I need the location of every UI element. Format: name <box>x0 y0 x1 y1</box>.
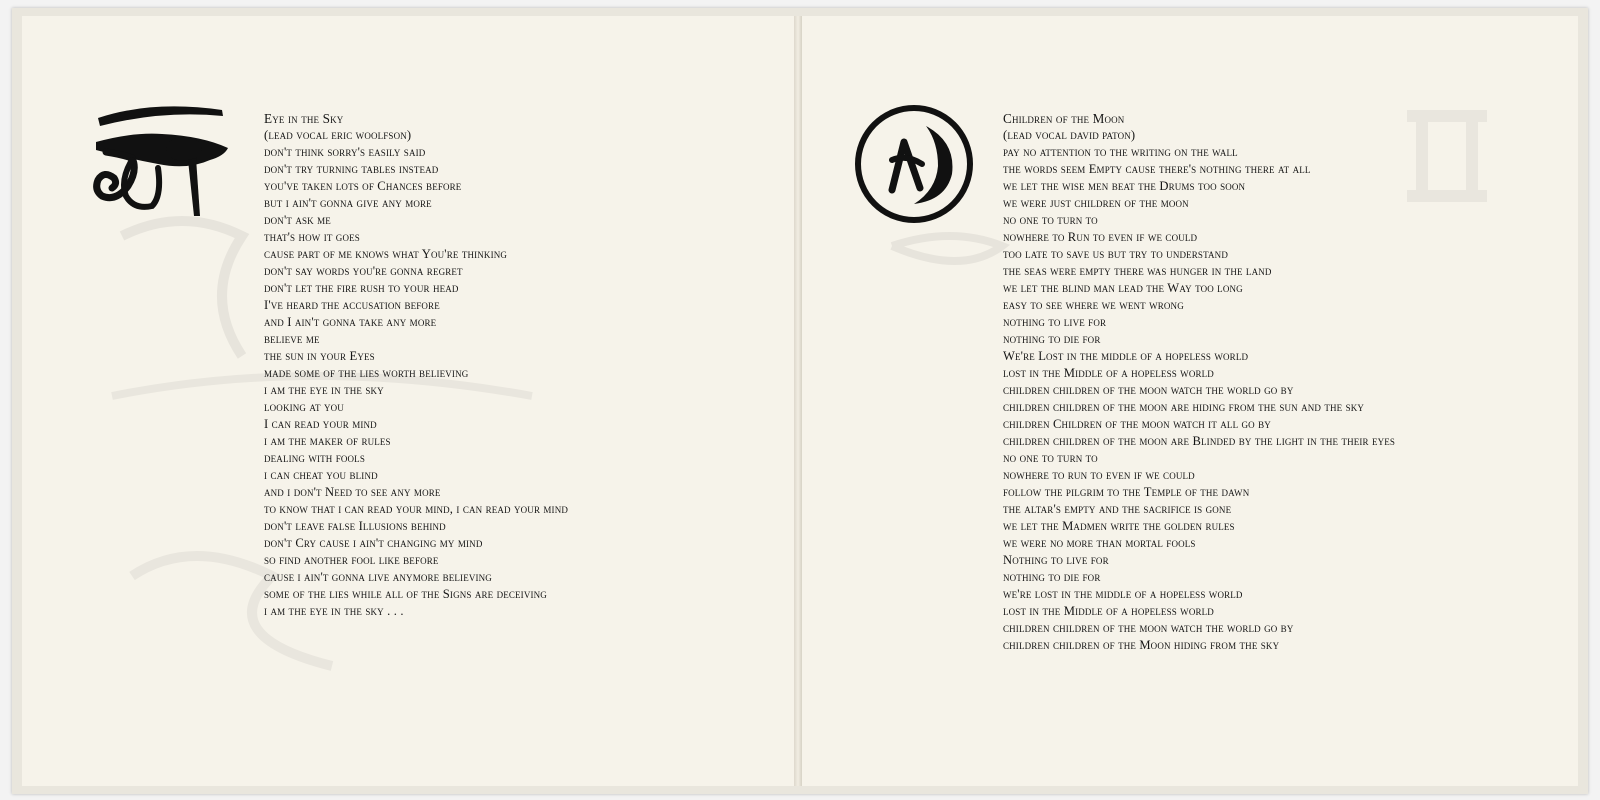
lyric-line: we let the blind man lead the Way too long <box>1003 281 1243 295</box>
crescent-moon-letter-a-icon <box>852 102 977 227</box>
right-page <box>802 16 1578 786</box>
lyric-line: too late to save us but try to understand <box>1003 247 1228 261</box>
lyric-line: cause i ain't gonna live anymore believing <box>264 570 492 584</box>
lyric-line: don't try turning tables instead <box>264 162 439 176</box>
lyric-line: the altar's empty and the sacrifice is gone <box>1003 502 1232 516</box>
song-title: Eye in the Sky <box>264 111 344 126</box>
lyric-line: believe me <box>264 332 320 346</box>
lyric-line: don't say words you're gonna regret <box>264 264 463 278</box>
lyric-line: we let the Madmen write the golden rules <box>1003 519 1235 533</box>
lyric-line: we were no more than mortal fools <box>1003 536 1196 550</box>
lyric-line: lost in the Middle of a hopeless world <box>1003 366 1214 380</box>
lyric-line: but i ain't gonna give any more <box>264 196 432 210</box>
lyric-line: i am the eye in the sky <box>264 383 384 397</box>
lyric-line: don't think sorry's easily said <box>264 145 426 159</box>
eye-of-horus-icon <box>92 96 232 220</box>
left-page <box>22 16 794 786</box>
lyric-line: Nothing to live for <box>1003 553 1109 567</box>
lyric-line: no one to turn to <box>1003 451 1098 465</box>
lyric-line: so find another fool like before <box>264 553 439 567</box>
song-credit: (lead vocal eric woolfson) <box>264 128 412 142</box>
lyric-line: made some of the lies worth believing <box>264 366 469 380</box>
lyrics-eye-in-the-sky <box>264 110 568 620</box>
lyric-line: nothing to die for <box>1003 570 1101 584</box>
lyric-line: don't let the fire rush to your head <box>264 281 459 295</box>
lyric-line: nowhere to Run to even if we could <box>1003 230 1198 244</box>
lyric-line: easy to see where we went wrong <box>1003 298 1184 312</box>
lyric-line: i am the maker of rules <box>264 434 391 448</box>
lyric-line: don't Cry cause i ain't changing my mind <box>264 536 483 550</box>
lyric-line: the seas were empty there was hunger in the land <box>1003 264 1272 278</box>
lyric-line: children children of the moon watch the world go by <box>1003 383 1294 397</box>
lyric-line: children children of the moon watch the world go by <box>1003 621 1294 635</box>
lyric-line: children Children of the moon watch it all go by <box>1003 417 1271 431</box>
lyric-line: the words seem Empty cause there's nothing there at all <box>1003 162 1311 176</box>
lyric-line: and i don't Need to see any more <box>264 485 441 499</box>
booklet-spread <box>12 8 1588 794</box>
lyric-line: dealing with fools <box>264 451 365 465</box>
lyric-line: that's how it goes <box>264 230 360 244</box>
lyric-line: you've taken lots of Chances before <box>264 179 462 193</box>
lyric-line: we were just children of the moon <box>1003 196 1189 210</box>
lyric-line: to know that i can read your mind, i can read your mind <box>264 502 569 516</box>
lyric-line: pay no attention to the writing on the wall <box>1003 145 1238 159</box>
lyric-line: don't ask me <box>264 213 331 227</box>
lyric-line: lost in the Middle of a hopeless world <box>1003 604 1214 618</box>
lyric-line: children children of the moon are hiding from the sun and the sky <box>1003 400 1365 414</box>
lyric-line: children children of the Moon hiding from the sky <box>1003 638 1280 652</box>
lyric-line: follow the pilgrim to the Temple of the dawn <box>1003 485 1250 499</box>
lyric-line: nothing to die for <box>1003 332 1101 346</box>
lyric-line: We're Lost in the middle of a hopeless world <box>1003 349 1249 363</box>
lyrics-children-of-the-moon <box>1003 110 1395 654</box>
lyric-line: i am the eye in the sky . . . <box>264 604 404 618</box>
lyric-line: nowhere to run to even if we could <box>1003 468 1195 482</box>
lyric-line: I've heard the accusation before <box>264 298 440 312</box>
lyric-line: and I ain't gonna take any more <box>264 315 437 329</box>
song-title: Children of the Moon <box>1003 111 1125 126</box>
lyric-line: children children of the moon are Blinded by the light in the their eyes <box>1003 434 1396 448</box>
lyric-line: some of the lies while all of the Signs are deceiving <box>264 587 547 601</box>
lyric-line: looking at you <box>264 400 344 414</box>
lyric-line: i can cheat you blind <box>264 468 378 482</box>
booklet-gutter <box>794 16 802 786</box>
lyric-line: we're lost in the middle of a hopeless world <box>1003 587 1243 601</box>
lyric-line: we let the wise men beat the Drums too soon <box>1003 179 1246 193</box>
lyric-line: nothing to live for <box>1003 315 1107 329</box>
lyric-line: cause part of me knows what You're thinking <box>264 247 508 261</box>
lyric-line: the sun in your Eyes <box>264 349 375 363</box>
lyric-line: I can read your mind <box>264 417 377 431</box>
song-credit: (lead vocal david paton) <box>1003 128 1136 142</box>
lyric-line: don't leave false Illusions behind <box>264 519 446 533</box>
lyric-line: no one to turn to <box>1003 213 1098 227</box>
